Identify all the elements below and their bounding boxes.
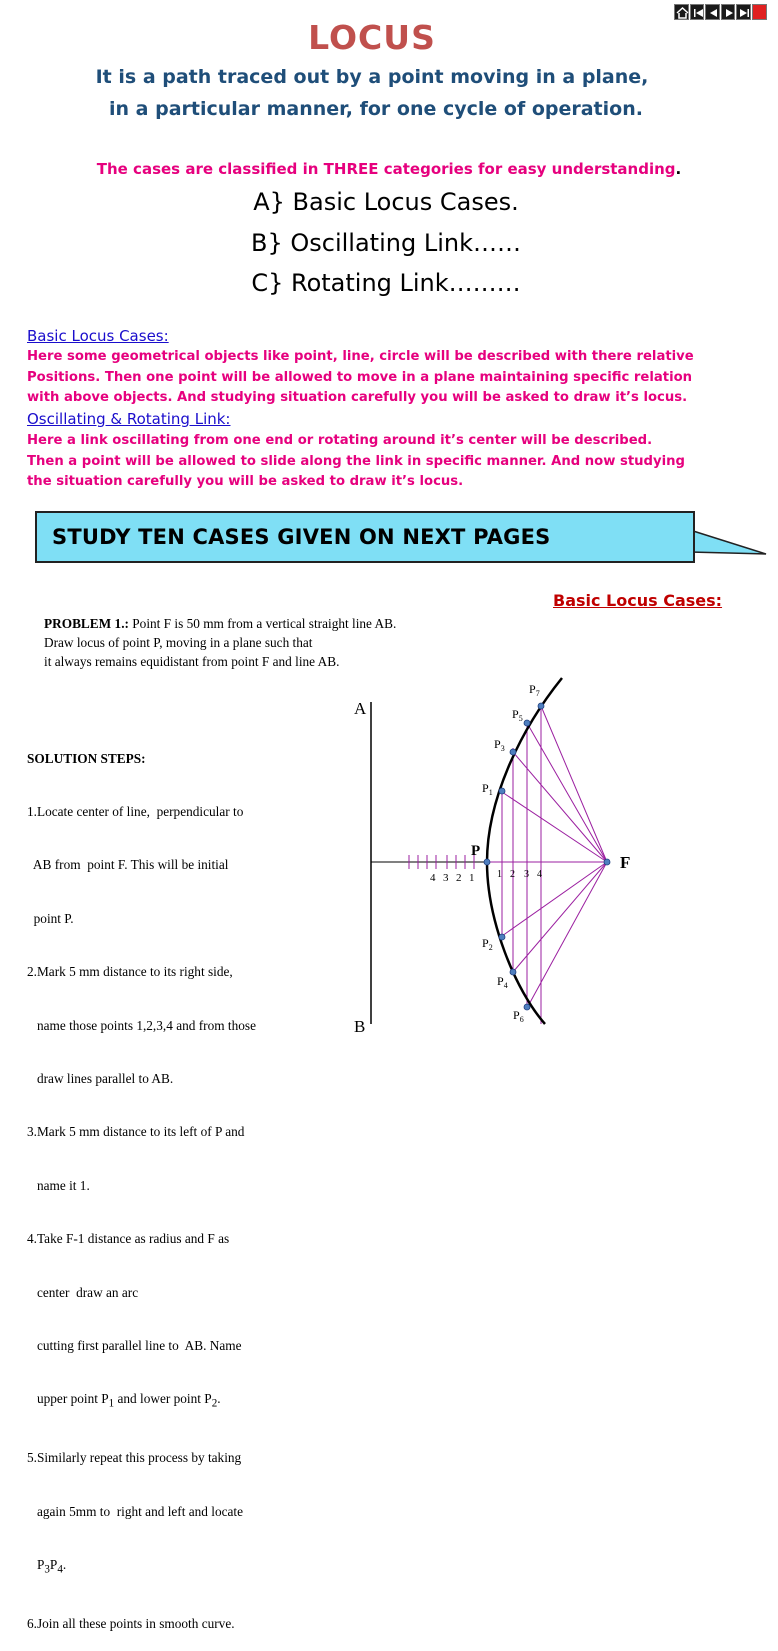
label-p6: $P_6$ bbox=[513, 1008, 524, 1024]
ray-p7 bbox=[541, 706, 607, 862]
label-a: A bbox=[354, 699, 367, 718]
oscillating-line-2: Then a point will be allowed to slide along the link in specific manner. And now studying bbox=[27, 453, 685, 469]
label-p1: $P_1$ bbox=[482, 781, 493, 797]
basic-line-1: Here some geometrical objects like point, line, circle will be described with there relative bbox=[27, 349, 694, 364]
point-p7 bbox=[538, 703, 544, 709]
classification-dot: . bbox=[675, 160, 682, 178]
point-f bbox=[604, 859, 610, 865]
step-2c: draw lines parallel to AB. bbox=[27, 1070, 174, 1086]
step-5c-p2: P bbox=[49, 1557, 58, 1573]
step-4d-pre: upper point P bbox=[27, 1391, 109, 1407]
page-title: LOCUS bbox=[308, 18, 436, 57]
step-2b: name those points 1,2,3,4 and from those bbox=[27, 1017, 256, 1033]
step-1b: AB from point F. This will be initial bbox=[27, 857, 229, 873]
right-tick-label-2: 2 bbox=[510, 869, 515, 880]
step-5c-sub4: 4 bbox=[57, 1563, 63, 1576]
oscillating-link-heading: Oscillating & Rotating Link: bbox=[27, 410, 231, 428]
point-p2 bbox=[499, 934, 505, 940]
step-5c-sub3: 3 bbox=[44, 1563, 50, 1576]
point-p5 bbox=[524, 720, 530, 726]
definition-line-1: It is a path traced out by a point moving in a plane, bbox=[95, 66, 649, 88]
step-1a: 1.Locate center of line, perpendicular to bbox=[27, 803, 244, 819]
problem-label: PROBLEM 1.: bbox=[44, 616, 129, 631]
category-b: B} Oscillating Link…… bbox=[251, 229, 521, 257]
basic-locus-description bbox=[27, 347, 747, 409]
point-p4 bbox=[510, 969, 516, 975]
basic-locus-heading: Basic Locus Cases: bbox=[27, 327, 169, 345]
classification-note bbox=[0, 160, 778, 178]
point-p1 bbox=[499, 788, 505, 794]
point-p bbox=[484, 859, 490, 865]
step-4b: center draw an arc bbox=[27, 1284, 139, 1300]
problem-line-2: Draw locus of point P, moving in a plane such that bbox=[44, 635, 313, 650]
steps-heading: SOLUTION STEPS: bbox=[27, 750, 146, 766]
oscillating-link-description bbox=[27, 431, 747, 493]
category-a: A} Basic Locus Cases. bbox=[253, 188, 519, 216]
label-f: F bbox=[620, 853, 631, 872]
left-tick-label-1: 1 bbox=[469, 872, 475, 884]
problem-line-3: it always remains equidistant from point F and line AB. bbox=[44, 654, 340, 669]
step-4d-mid: and lower point P bbox=[114, 1391, 212, 1407]
banner-pointer bbox=[690, 528, 768, 558]
point-p3 bbox=[510, 749, 516, 755]
step-1c: point P. bbox=[27, 910, 74, 926]
step-5c bbox=[27, 1556, 307, 1579]
label-p7: $P_7$ bbox=[529, 682, 540, 698]
label-p3: $P_3$ bbox=[494, 737, 505, 753]
label-initial-p: P bbox=[471, 843, 481, 859]
right-tick-label-3: 3 bbox=[524, 869, 529, 880]
step-4d-sub2: 2 bbox=[211, 1397, 218, 1410]
label-p2: $P_2$ bbox=[482, 936, 493, 952]
right-tick-label-1: 1 bbox=[497, 869, 502, 880]
label-p5: $P_5$ bbox=[512, 707, 523, 723]
ray-p1 bbox=[502, 792, 607, 862]
basic-line-2: Positions. Then one point will be allowed to move in a plane maintaining specific relation bbox=[27, 369, 693, 385]
basic-line-3: with above objects. And studying situation carefully you will be asked to draw it’s locus. bbox=[27, 390, 688, 405]
definition-line-2: in a particular manner, for one cycle of operation. bbox=[109, 98, 643, 120]
left-tick-label-2: 2 bbox=[456, 872, 462, 884]
step-4c: cutting first parallel line to AB. Name bbox=[27, 1337, 242, 1353]
right-tick-label-4: 4 bbox=[537, 869, 542, 880]
step-2a: 2.Mark 5 mm distance to its right side, bbox=[27, 964, 233, 980]
study-banner-text: STUDY TEN CASES GIVEN ON NEXT PAGES bbox=[52, 525, 551, 549]
point-p6 bbox=[524, 1004, 530, 1010]
ray-p5 bbox=[527, 723, 607, 862]
exit-button[interactable] bbox=[752, 4, 767, 20]
left-tick-label-3: 3 bbox=[443, 872, 449, 884]
step-5a: 5.Similarly repeat this process by taking bbox=[27, 1450, 242, 1466]
step-3a: 3.Mark 5 mm distance to its left of P and bbox=[27, 1124, 245, 1140]
step-5c-p: P bbox=[27, 1557, 45, 1573]
oscillating-line-3: the situation carefully you will be asked to draw it’s locus. bbox=[27, 474, 464, 489]
label-p4: $P_4$ bbox=[497, 974, 508, 990]
step-4a: 4.Take F-1 distance as radius and F as bbox=[27, 1231, 230, 1247]
step-5c-end: . bbox=[62, 1557, 67, 1573]
step-4d bbox=[27, 1390, 307, 1413]
step-5b: again 5mm to right and left and locate bbox=[27, 1503, 244, 1519]
step-4d-end: . bbox=[217, 1391, 221, 1407]
step-3b: name it 1. bbox=[27, 1177, 90, 1193]
classification-text: The cases are classified in THREE categories for easy understanding bbox=[96, 160, 676, 178]
step-4d-sub1: 1 bbox=[108, 1397, 115, 1410]
label-b: B bbox=[354, 1017, 366, 1036]
step-6: 6.Join all these points in smooth curve. bbox=[27, 1616, 235, 1632]
ray-p2 bbox=[502, 862, 607, 936]
basic-locus-cases-label: Basic Locus Cases: bbox=[553, 591, 723, 610]
problem-statement bbox=[44, 614, 396, 671]
problem-line-1 bbox=[44, 614, 396, 633]
oscillating-line-1: Here a link oscillating from one end or rotating around it’s center will be described. bbox=[27, 433, 653, 448]
category-c: C} Rotating Link……… bbox=[251, 269, 521, 297]
left-tick-label-4: 4 bbox=[430, 872, 436, 884]
ray-p6 bbox=[527, 862, 607, 1008]
problem-text-1: Point F is 50 mm from a vertical straight line AB. bbox=[128, 616, 397, 631]
